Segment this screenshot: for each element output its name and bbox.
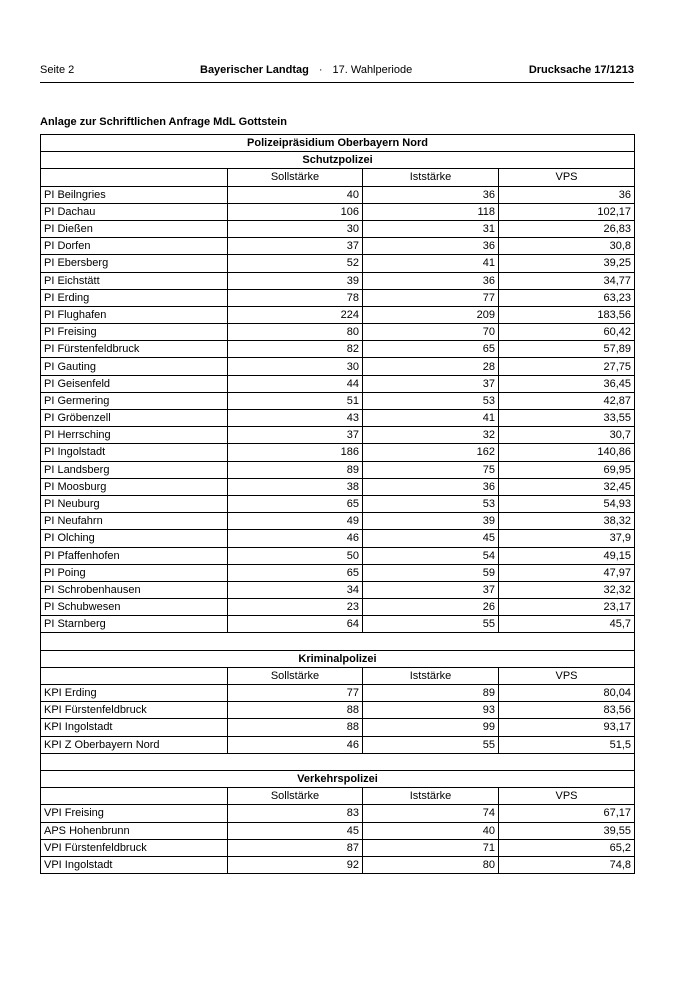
- header-separator: ·: [318, 64, 323, 76]
- vps-value: 49,15: [499, 547, 635, 564]
- column-header: Sollstärke: [228, 788, 363, 805]
- column-header-empty: [41, 667, 228, 684]
- column-header: VPS: [499, 169, 635, 186]
- table-row: [41, 272, 635, 289]
- iststaerke-value: 89: [363, 685, 499, 702]
- table-row: [41, 478, 635, 495]
- header-divider: [40, 82, 634, 83]
- vps-value: 23,17: [499, 599, 635, 616]
- section-heading-row: [41, 152, 635, 169]
- vps-value: 45,7: [499, 616, 635, 633]
- table-row: [41, 547, 635, 564]
- sollstaerke-value: 186: [228, 444, 363, 461]
- sollstaerke-value: 43: [228, 410, 363, 427]
- column-header: VPS: [499, 788, 635, 805]
- spacer-cell: [41, 633, 635, 650]
- unit-name: PI Herrsching: [41, 427, 228, 444]
- iststaerke-value: 37: [363, 375, 499, 392]
- vps-value: 30,8: [499, 238, 635, 255]
- unit-name: PI Moosburg: [41, 478, 228, 495]
- table-row: [41, 289, 635, 306]
- column-header: Sollstärke: [228, 169, 363, 186]
- publication-info: [200, 64, 412, 76]
- iststaerke-value: 55: [363, 736, 499, 753]
- column-header-row: [41, 788, 635, 805]
- iststaerke-value: 53: [363, 392, 499, 409]
- table-row: [41, 306, 635, 323]
- sollstaerke-value: 65: [228, 564, 363, 581]
- iststaerke-value: 36: [363, 272, 499, 289]
- column-header: Iststärke: [363, 788, 499, 805]
- section-heading: Schutzpolizei: [41, 152, 635, 169]
- unit-name: PI Dießen: [41, 220, 228, 237]
- unit-name: PI Starnberg: [41, 616, 228, 633]
- parliament-name: Bayerischer Landtag: [200, 64, 309, 76]
- vps-value: 183,56: [499, 306, 635, 323]
- iststaerke-value: 36: [363, 478, 499, 495]
- table-row: [41, 805, 635, 822]
- vps-value: 39,55: [499, 822, 635, 839]
- table-row: [41, 702, 635, 719]
- table-row: [41, 392, 635, 409]
- sollstaerke-value: 83: [228, 805, 363, 822]
- sollstaerke-value: 50: [228, 547, 363, 564]
- annex-title: Anlage zur Schriftlichen Anfrage MdL Gottstein: [40, 116, 287, 128]
- vps-value: 69,95: [499, 461, 635, 478]
- staffing-table: [40, 134, 635, 874]
- table-row: [41, 856, 635, 873]
- sollstaerke-value: 89: [228, 461, 363, 478]
- vps-value: 140,86: [499, 444, 635, 461]
- sollstaerke-value: 82: [228, 341, 363, 358]
- sollstaerke-value: 40: [228, 186, 363, 203]
- table-row: [41, 324, 635, 341]
- vps-value: 74,8: [499, 856, 635, 873]
- table-title: Polizeipräsidium Oberbayern Nord: [41, 135, 635, 152]
- vps-value: 63,23: [499, 289, 635, 306]
- iststaerke-value: 53: [363, 495, 499, 512]
- iststaerke-value: 70: [363, 324, 499, 341]
- unit-name: VPI Freising: [41, 805, 228, 822]
- sollstaerke-value: 30: [228, 358, 363, 375]
- iststaerke-value: 37: [363, 581, 499, 598]
- iststaerke-value: 209: [363, 306, 499, 323]
- iststaerke-value: 59: [363, 564, 499, 581]
- unit-name: APS Hohenbrunn: [41, 822, 228, 839]
- unit-name: PI Freising: [41, 324, 228, 341]
- table-row: [41, 513, 635, 530]
- table-row: [41, 203, 635, 220]
- vps-value: 30,7: [499, 427, 635, 444]
- spacer-cell: [41, 753, 635, 770]
- unit-name: PI Geisenfeld: [41, 375, 228, 392]
- table-row: [41, 375, 635, 392]
- iststaerke-value: 39: [363, 513, 499, 530]
- iststaerke-value: 55: [363, 616, 499, 633]
- unit-name: PI Landsberg: [41, 461, 228, 478]
- table-row: [41, 719, 635, 736]
- sollstaerke-value: 78: [228, 289, 363, 306]
- vps-value: 93,17: [499, 719, 635, 736]
- unit-name: VPI Fürstenfeldbruck: [41, 839, 228, 856]
- unit-name: PI Neuburg: [41, 495, 228, 512]
- column-header-empty: [41, 169, 228, 186]
- sollstaerke-value: 224: [228, 306, 363, 323]
- sollstaerke-value: 23: [228, 599, 363, 616]
- unit-name: PI Schubwesen: [41, 599, 228, 616]
- vps-value: 80,04: [499, 685, 635, 702]
- sollstaerke-value: 88: [228, 702, 363, 719]
- iststaerke-value: 36: [363, 238, 499, 255]
- table-row: [41, 599, 635, 616]
- iststaerke-value: 45: [363, 530, 499, 547]
- sollstaerke-value: 80: [228, 324, 363, 341]
- unit-name: KPI Fürstenfeldbruck: [41, 702, 228, 719]
- vps-value: 54,93: [499, 495, 635, 512]
- spacer-row: [41, 633, 635, 650]
- staffing-table-body: [41, 135, 635, 874]
- sollstaerke-value: 46: [228, 530, 363, 547]
- vps-value: 26,83: [499, 220, 635, 237]
- vps-value: 37,9: [499, 530, 635, 547]
- sollstaerke-value: 88: [228, 719, 363, 736]
- table-row: [41, 410, 635, 427]
- unit-name: PI Gröbenzell: [41, 410, 228, 427]
- sollstaerke-value: 46: [228, 736, 363, 753]
- sollstaerke-value: 87: [228, 839, 363, 856]
- iststaerke-value: 118: [363, 203, 499, 220]
- unit-name: PI Neufahrn: [41, 513, 228, 530]
- table-row: [41, 839, 635, 856]
- iststaerke-value: 31: [363, 220, 499, 237]
- sollstaerke-value: 106: [228, 203, 363, 220]
- table-title-row: [41, 135, 635, 152]
- sollstaerke-value: 44: [228, 375, 363, 392]
- iststaerke-value: 93: [363, 702, 499, 719]
- document-number: Drucksache 17/1213: [528, 64, 634, 76]
- vps-value: 83,56: [499, 702, 635, 719]
- sollstaerke-value: 38: [228, 478, 363, 495]
- vps-value: 65,2: [499, 839, 635, 856]
- unit-name: PI Eichstätt: [41, 272, 228, 289]
- iststaerke-value: 99: [363, 719, 499, 736]
- legislative-period: 17. Wahlperiode: [332, 64, 413, 76]
- section-heading: Kriminalpolizei: [41, 650, 635, 667]
- table-row: [41, 564, 635, 581]
- unit-name: VPI Ingolstadt: [41, 856, 228, 873]
- iststaerke-value: 71: [363, 839, 499, 856]
- section-heading-row: [41, 770, 635, 787]
- table-row: [41, 427, 635, 444]
- unit-name: PI Dachau: [41, 203, 228, 220]
- unit-name: PI Poing: [41, 564, 228, 581]
- vps-value: 39,25: [499, 255, 635, 272]
- section-heading: Verkehrspolizei: [41, 770, 635, 787]
- iststaerke-value: 75: [363, 461, 499, 478]
- spacer-row: [41, 753, 635, 770]
- sollstaerke-value: 30: [228, 220, 363, 237]
- vps-value: 42,87: [499, 392, 635, 409]
- unit-name: PI Germering: [41, 392, 228, 409]
- unit-name: PI Erding: [41, 289, 228, 306]
- iststaerke-value: 28: [363, 358, 499, 375]
- table-row: [41, 186, 635, 203]
- vps-value: 36,45: [499, 375, 635, 392]
- sollstaerke-value: 77: [228, 685, 363, 702]
- sollstaerke-value: 34: [228, 581, 363, 598]
- sollstaerke-value: 64: [228, 616, 363, 633]
- column-header: Iststärke: [363, 169, 499, 186]
- page-number: Seite 2: [40, 64, 75, 76]
- sollstaerke-value: 39: [228, 272, 363, 289]
- table-row: [41, 581, 635, 598]
- table-row: [41, 530, 635, 547]
- unit-name: PI Dorfen: [41, 238, 228, 255]
- iststaerke-value: 54: [363, 547, 499, 564]
- table-row: [41, 358, 635, 375]
- table-row: [41, 822, 635, 839]
- section-heading-row: [41, 650, 635, 667]
- table-row: [41, 255, 635, 272]
- iststaerke-value: 80: [363, 856, 499, 873]
- sollstaerke-value: 37: [228, 427, 363, 444]
- sollstaerke-value: 45: [228, 822, 363, 839]
- table-row: [41, 685, 635, 702]
- table-row: [41, 341, 635, 358]
- sollstaerke-value: 49: [228, 513, 363, 530]
- sollstaerke-value: 52: [228, 255, 363, 272]
- iststaerke-value: 36: [363, 186, 499, 203]
- table-row: [41, 220, 635, 237]
- column-header-empty: [41, 788, 228, 805]
- unit-name: PI Ebersberg: [41, 255, 228, 272]
- unit-name: KPI Z Oberbayern Nord: [41, 736, 228, 753]
- unit-name: PI Pfaffenhofen: [41, 547, 228, 564]
- iststaerke-value: 26: [363, 599, 499, 616]
- vps-value: 102,17: [499, 203, 635, 220]
- sollstaerke-value: 51: [228, 392, 363, 409]
- column-header: Sollstärke: [228, 667, 363, 684]
- unit-name: PI Schrobenhausen: [41, 581, 228, 598]
- vps-value: 60,42: [499, 324, 635, 341]
- unit-name: PI Gauting: [41, 358, 228, 375]
- iststaerke-value: 41: [363, 255, 499, 272]
- vps-value: 32,32: [499, 581, 635, 598]
- page-header: [40, 64, 634, 80]
- iststaerke-value: 41: [363, 410, 499, 427]
- column-header: VPS: [499, 667, 635, 684]
- vps-value: 51,5: [499, 736, 635, 753]
- unit-name: PI Flughafen: [41, 306, 228, 323]
- vps-value: 47,97: [499, 564, 635, 581]
- vps-value: 67,17: [499, 805, 635, 822]
- sollstaerke-value: 37: [228, 238, 363, 255]
- table-row: [41, 461, 635, 478]
- vps-value: 38,32: [499, 513, 635, 530]
- vps-value: 57,89: [499, 341, 635, 358]
- iststaerke-value: 162: [363, 444, 499, 461]
- column-header-row: [41, 169, 635, 186]
- vps-value: 34,77: [499, 272, 635, 289]
- vps-value: 33,55: [499, 410, 635, 427]
- vps-value: 32,45: [499, 478, 635, 495]
- table-row: [41, 616, 635, 633]
- table-row: [41, 495, 635, 512]
- iststaerke-value: 40: [363, 822, 499, 839]
- column-header-row: [41, 667, 635, 684]
- unit-name: KPI Ingolstadt: [41, 719, 228, 736]
- sollstaerke-value: 65: [228, 495, 363, 512]
- unit-name: PI Ingolstadt: [41, 444, 228, 461]
- sollstaerke-value: 92: [228, 856, 363, 873]
- table-row: [41, 444, 635, 461]
- unit-name: PI Olching: [41, 530, 228, 547]
- unit-name: PI Fürstenfeldbruck: [41, 341, 228, 358]
- iststaerke-value: 77: [363, 289, 499, 306]
- vps-value: 27,75: [499, 358, 635, 375]
- table-row: [41, 238, 635, 255]
- table-row: [41, 736, 635, 753]
- iststaerke-value: 74: [363, 805, 499, 822]
- vps-value: 36: [499, 186, 635, 203]
- unit-name: KPI Erding: [41, 685, 228, 702]
- iststaerke-value: 65: [363, 341, 499, 358]
- column-header: Iststärke: [363, 667, 499, 684]
- iststaerke-value: 32: [363, 427, 499, 444]
- unit-name: PI Beilngries: [41, 186, 228, 203]
